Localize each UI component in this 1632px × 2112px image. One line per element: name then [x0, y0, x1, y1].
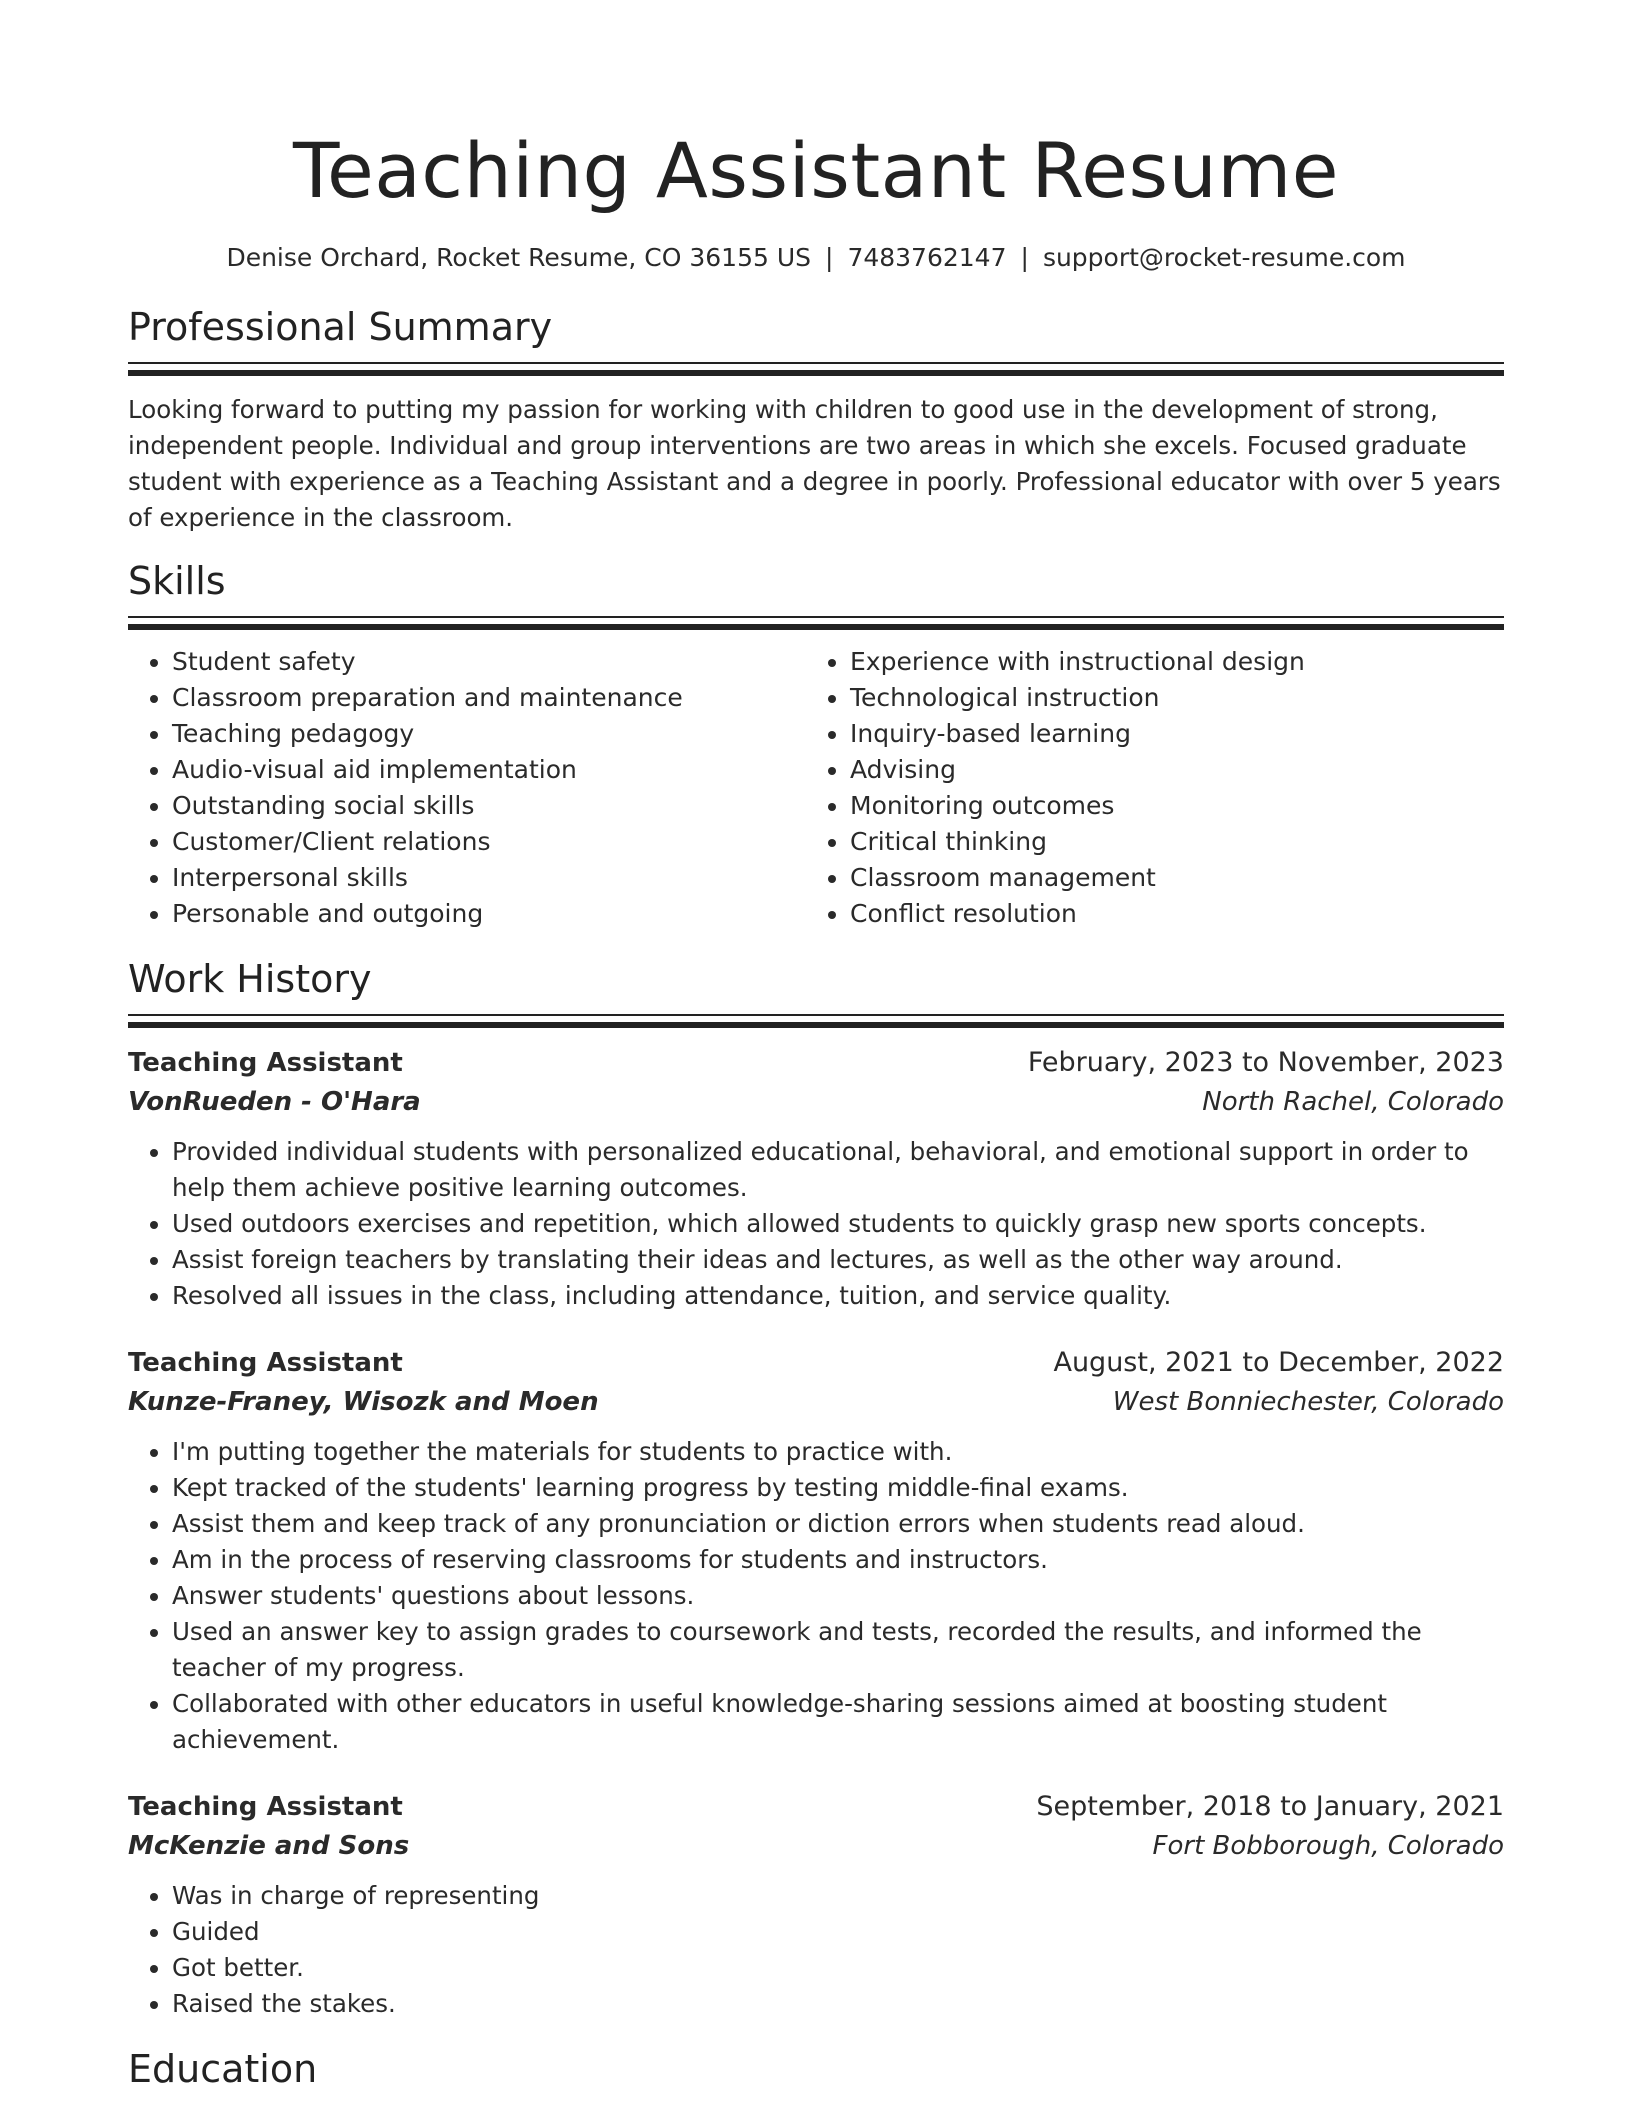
job-entry: [128, 1044, 1504, 1314]
summary-text: Looking forward to putting my passion for working with children to good use in the development of strong, independent people. Individual and group interventions are two areas in which she excels. Focused graduate student with experience as a Teaching Assistant and a degree in poorly. Professional educator with over 5 years of experience in the classroom.: [128, 395, 1501, 532]
job-title: Teaching Assistant: [128, 1348, 403, 1378]
skills-list-right: [806, 644, 1484, 932]
skill-item: • Interpersonal skills: [172, 860, 806, 896]
job-bullets: [128, 1878, 1504, 2022]
skill-item: • Teaching pedagogy: [172, 716, 806, 752]
skill-item: • Experience with instructional design: [850, 644, 1484, 680]
contact-email: support@rocket-resume.com: [1042, 243, 1406, 272]
job-bullet: • I'm putting together the materials for students to practice with.: [172, 1434, 1504, 1470]
job-dates: August, 2021 to December, 2022: [1053, 1347, 1504, 1378]
job-bullet: • Used outdoors exercises and repetition, which allowed students to quickly grasp new sports concepts.: [172, 1206, 1504, 1242]
section-divider: [128, 1014, 1504, 1028]
job-header-row: [128, 1044, 1504, 1082]
job-company: Kunze-Franey, Wisozk and Moen: [128, 1387, 599, 1417]
job-location: North Rachel, Colorado: [1202, 1087, 1504, 1117]
contact-line: [128, 240, 1504, 276]
job-bullet: • Kept tracked of the students' learning progress by testing middle-final exams.: [172, 1470, 1504, 1506]
job-bullet: • Am in the process of reserving classrooms for students and instructors.: [172, 1542, 1504, 1578]
job-bullets: [128, 1134, 1504, 1314]
contact-separator: |: [1020, 243, 1029, 272]
skill-item: • Conflict resolution: [850, 896, 1484, 932]
job-company: McKenzie and Sons: [128, 1831, 410, 1861]
contact-phone: 7483762147: [847, 243, 1007, 272]
skills-list-left: [128, 644, 806, 932]
job-company-row: [128, 1382, 1504, 1422]
job-bullet: • Used an answer key to assign grades to coursework and tests, recorded the results, and informed the teacher of my progress.: [172, 1614, 1504, 1686]
skill-item: • Customer/Client relations: [172, 824, 806, 860]
job-bullet: • Assist foreign teachers by translating their ideas and lectures, as well as the other way around.: [172, 1242, 1504, 1278]
job-title: Teaching Assistant: [128, 1048, 403, 1078]
job-entry: [128, 1788, 1504, 2022]
resume-page: [128, 0, 1504, 2094]
job-dates: September, 2018 to January, 2021: [1036, 1791, 1504, 1822]
summary-heading: Professional Summary: [128, 305, 553, 349]
job-entry: [128, 1344, 1504, 1758]
skill-item: • Critical thinking: [850, 824, 1484, 860]
job-bullet: • Collaborated with other educators in useful knowledge-sharing sessions aimed at boosting student achievement.: [172, 1686, 1504, 1758]
job-location: West Bonniechester, Colorado: [1112, 1387, 1504, 1417]
contact-address: Denise Orchard, Rocket Resume, CO 36155 US: [226, 243, 811, 272]
job-bullet: • Got better.: [172, 1950, 1504, 1986]
work-history-heading: Work History: [128, 957, 372, 1001]
job-bullet: • Guided: [172, 1914, 1504, 1950]
skill-item: • Inquiry-based learning: [850, 716, 1484, 752]
job-location: Fort Bobborough, Colorado: [1152, 1831, 1504, 1861]
skill-item: • Monitoring outcomes: [850, 788, 1484, 824]
job-header-row: [128, 1344, 1504, 1382]
skill-item: • Outstanding social skills: [172, 788, 806, 824]
job-bullet: • Provided individual students with personalized educational, behavioral, and emotional support in order to help them achieve positive learning outcomes.: [172, 1134, 1504, 1206]
job-bullet: • Raised the stakes.: [172, 1986, 1504, 2022]
skills-heading: Skills: [128, 559, 226, 603]
skill-item: • Classroom preparation and maintenance: [172, 680, 806, 716]
education-heading: Education: [128, 2047, 318, 2091]
skill-item: • Audio-visual aid implementation: [172, 752, 806, 788]
education-section: [128, 2044, 1504, 2094]
job-company-row: [128, 1082, 1504, 1122]
skills-section: [128, 556, 1504, 932]
job-bullet: • Resolved all issues in the class, including attendance, tuition, and service quality.: [172, 1278, 1504, 1314]
section-divider: [128, 616, 1504, 630]
section-divider: [128, 362, 1504, 376]
skill-item: • Classroom management: [850, 860, 1484, 896]
skill-item: • Personable and outgoing: [172, 896, 806, 932]
job-dates: February, 2023 to November, 2023: [1027, 1047, 1504, 1078]
job-company-row: [128, 1826, 1504, 1866]
skill-item: • Advising: [850, 752, 1484, 788]
contact-separator: |: [825, 243, 834, 272]
job-header-row: [128, 1788, 1504, 1826]
job-bullet: • Answer students' questions about lessons.: [172, 1578, 1504, 1614]
job-title: Teaching Assistant: [128, 1792, 403, 1822]
work-history-section: [128, 954, 1504, 2022]
skills-columns: [128, 644, 1504, 932]
skill-item: • Technological instruction: [850, 680, 1484, 716]
summary-section: [128, 302, 1504, 536]
job-bullet: • Assist them and keep track of any pronunciation or diction errors when students read aloud.: [172, 1506, 1504, 1542]
job-bullets: [128, 1434, 1504, 1758]
skill-item: • Student safety: [172, 644, 806, 680]
job-bullet: • Was in charge of representing: [172, 1878, 1504, 1914]
resume-title: Teaching Assistant Resume: [292, 126, 1340, 215]
job-company: VonRueden - O'Hara: [128, 1087, 421, 1117]
